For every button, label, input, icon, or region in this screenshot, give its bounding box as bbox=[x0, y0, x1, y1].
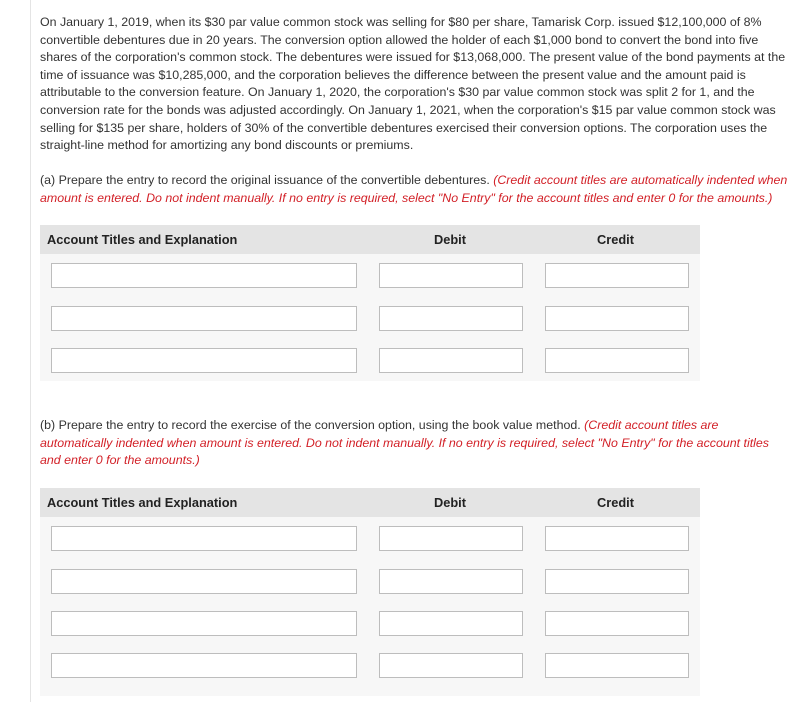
part-b-instruction: (Credit account titles are automatically indented when amount is entered. Do not indent manually. If no entry is required, select "No Entry" for the account titles and enter 0 for the amounts.) bbox=[40, 418, 769, 468]
account-title-input[interactable] bbox=[51, 569, 357, 594]
credit-input[interactable] bbox=[545, 306, 689, 331]
account-title-input[interactable] bbox=[51, 348, 357, 373]
table-header bbox=[40, 488, 700, 517]
table-body bbox=[40, 517, 700, 696]
debit-input[interactable] bbox=[379, 348, 523, 373]
debit-input[interactable] bbox=[379, 611, 523, 636]
header-credit: Credit bbox=[597, 495, 634, 510]
credit-input[interactable] bbox=[545, 653, 689, 678]
header-credit: Credit bbox=[597, 232, 634, 247]
credit-input[interactable] bbox=[545, 348, 689, 373]
part-a-question: (a) Prepare the entry to record the original issuance of the convertible debentures. bbox=[40, 173, 490, 187]
account-title-input[interactable] bbox=[51, 611, 357, 636]
debit-input[interactable] bbox=[379, 263, 523, 288]
part-a-instruction: (Credit account titles are automatically indented when amount is entered. Do not indent manually. If no entry is required, select "No Entry" for the account titles and enter 0 for the amounts.) bbox=[40, 173, 788, 205]
part-a-prompt bbox=[40, 172, 792, 207]
account-title-input[interactable] bbox=[51, 526, 357, 551]
header-debit: Debit bbox=[434, 495, 466, 510]
part-b-question: (b) Prepare the entry to record the exercise of the conversion option, using the book value method. bbox=[40, 418, 581, 432]
journal-table-b bbox=[40, 488, 700, 696]
debit-input[interactable] bbox=[379, 306, 523, 331]
account-title-input[interactable] bbox=[51, 653, 357, 678]
problem-statement: On January 1, 2019, when its $30 par value common stock was selling for $80 per share, Tamarisk Corp. issued $12,100,000 of 8% convertible debentures due in 20 years. The conversion option allowed the holder of each $1,000 bond to convert the bond into five shares of the corporation's common stock. The debentures were issued for $13,068,000. The present value of the bond payments at the time of issuance was $10,285,000, and the corporation believes the difference between the present value and the amount paid is attributable to the conversion feature. On January 1, 2020, the corporation's $30 par value common stock was split 2 for 1, and the conversion rate for the bonds was adjusted accordingly. On January 1, 2021, when the corporation's $15 par value common stock was selling for $135 per share, holders of 30% of the convertible debentures exercised their conversion options. The corporation uses the straight-line method for amortizing any bond discounts or premiums. bbox=[40, 15, 786, 153]
debit-input[interactable] bbox=[379, 526, 523, 551]
credit-input[interactable] bbox=[545, 611, 689, 636]
header-debit: Debit bbox=[434, 232, 466, 247]
account-title-input[interactable] bbox=[51, 306, 357, 331]
part-b-prompt bbox=[40, 417, 792, 470]
credit-input[interactable] bbox=[545, 526, 689, 551]
debit-input[interactable] bbox=[379, 653, 523, 678]
credit-input[interactable] bbox=[545, 263, 689, 288]
debit-input[interactable] bbox=[379, 569, 523, 594]
table-header bbox=[40, 225, 700, 254]
journal-table-a bbox=[40, 225, 700, 381]
header-account-titles: Account Titles and Explanation bbox=[47, 495, 238, 510]
account-title-input[interactable] bbox=[51, 263, 357, 288]
question-panel bbox=[30, 0, 799, 702]
table-body bbox=[40, 254, 700, 381]
header-account-titles: Account Titles and Explanation bbox=[47, 232, 238, 247]
credit-input[interactable] bbox=[545, 569, 689, 594]
